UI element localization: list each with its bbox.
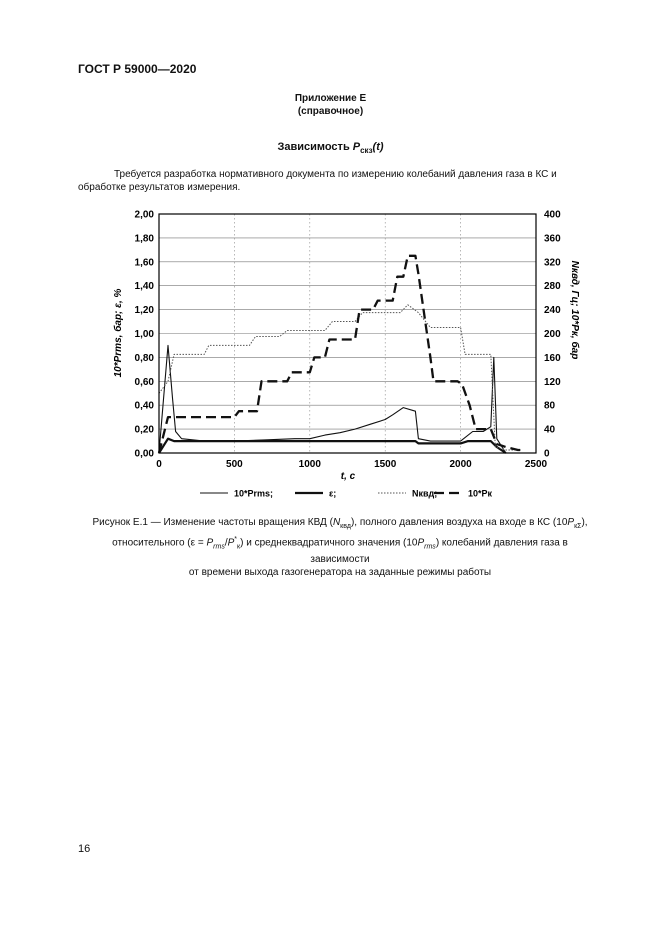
y-left-tick-label: 1,20 (134, 305, 154, 317)
x-tick-label: 500 (226, 459, 243, 470)
y-left-tick-label: 0,60 (134, 376, 154, 388)
y-left-tick-label: 2,00 (134, 209, 154, 221)
caption-line-1: Рисунок Е.1 — Изменение частоты вращения КВД $(N_{квд})$, полного давления воздуха на входе в КС $(10P_{к\Sigma})$, (92, 517, 588, 530)
section-title-text: Зависимость (277, 141, 353, 153)
series-line-4 (159, 256, 521, 453)
section-title-suffix: (t) (372, 141, 384, 153)
x-tick-label: 2000 (449, 459, 472, 470)
legend-label-4: 10*Pк (468, 488, 493, 499)
x-tick-label: 0 (156, 459, 162, 470)
section-title-var: P (352, 141, 361, 153)
y-right-tick-label: 280 (544, 281, 561, 293)
y-left-tick-label: 0,00 (134, 448, 154, 460)
y-right-tick-label: 40 (544, 424, 556, 436)
y-axis-left-label: 10*Prms, бар; ε, % (113, 288, 124, 378)
y-left-tick-label: 1,80 (134, 233, 154, 245)
y-left-tick-label: 1,60 (134, 257, 154, 269)
y-right-tick-label: 360 (544, 233, 561, 245)
x-axis-label: t, с (340, 471, 356, 482)
y-left-tick-label: 0,40 (134, 400, 154, 412)
chart-series (159, 256, 521, 453)
y-right-tick-label: 160 (544, 352, 561, 364)
legend-label-1: 10*Prms; (234, 488, 274, 499)
x-tick-label: 2500 (524, 459, 548, 470)
page-number: 16 (78, 843, 91, 855)
section-title-sub: скз (360, 146, 373, 156)
y-left-tick-label: 1,00 (134, 329, 154, 340)
y-right-tick-label: 240 (544, 305, 561, 317)
chart-legend (200, 489, 493, 499)
appendix-title: Приложение Е (294, 93, 367, 104)
series-line-1 (159, 345, 506, 453)
legend-label-2: ε; (329, 488, 337, 499)
y-left-tick-label: 0,80 (134, 352, 154, 364)
y-right-tick-label: 200 (544, 329, 561, 340)
y-left-tick-label: 0,20 (134, 424, 154, 436)
standard-header: ГОСТ Р 59000—2020 (78, 62, 197, 76)
caption-line-2: относительного $(\varepsilon = P_{rms}/P^*_к)$ и среднеквадратичного значения $(10P_{rms})$ колебаний давления газа в зависимости (112, 536, 568, 566)
y-right-tick-label: 120 (544, 376, 561, 388)
y-left-tick-label: 1,40 (134, 281, 154, 293)
x-tick-label: 1500 (374, 459, 397, 470)
legend-label-3: Nквд; (412, 488, 438, 499)
y-axis-right-label: Nквд, Гц; 10*Pк, бар (569, 260, 580, 360)
appendix-subtitle: (справочное) (297, 106, 364, 117)
y-right-tick-label: 0 (544, 448, 550, 460)
caption-line-3: от времени выхода газогенератора на заданные режимы работы (188, 567, 492, 579)
series-line-3 (159, 305, 521, 450)
intro-paragraph: Требуется разработка нормативного документа по измерению колебаний давления газа в КС и обработке результатов измерения. (78, 169, 557, 193)
y-right-tick-label: 80 (544, 400, 556, 412)
y-right-tick-label: 320 (544, 257, 561, 269)
y-right-tick-label: 400 (544, 209, 561, 221)
figure-caption (90, 516, 590, 579)
x-tick-label: 1000 (298, 459, 321, 470)
